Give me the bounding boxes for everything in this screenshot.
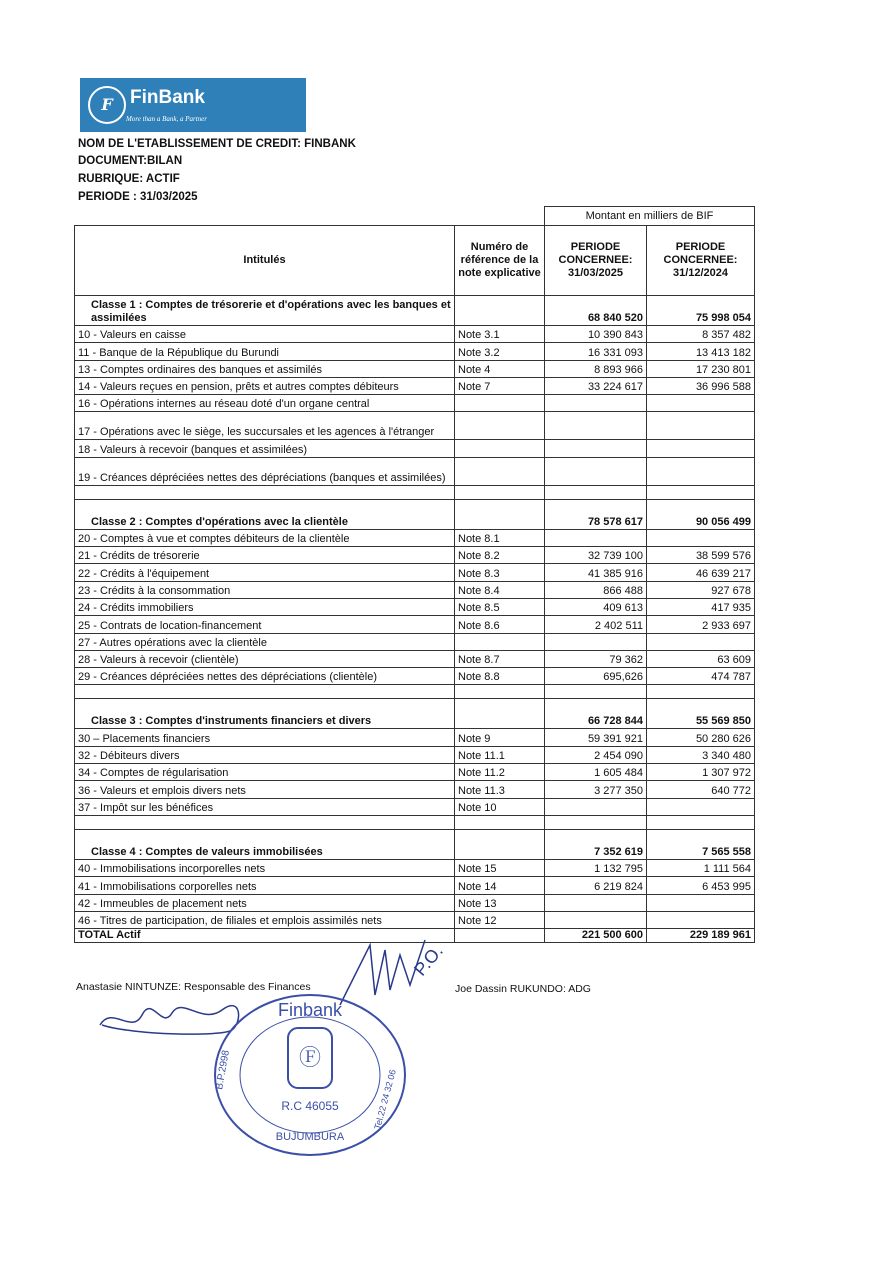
row-value-current	[545, 412, 647, 440]
row-value-previous: 13 413 182	[647, 343, 755, 360]
row-value-current: 3 277 350	[545, 781, 647, 798]
company-stamp	[210, 990, 410, 1160]
row-note: Note 15	[455, 859, 545, 876]
row-value-previous: 38 599 576	[647, 547, 755, 564]
row-label: 27 - Autres opérations avec la clientèle	[75, 633, 455, 650]
unit-spacer	[75, 207, 545, 226]
row-label: 11 - Banque de la République du Burundi	[75, 343, 455, 360]
row-value-previous: 1 307 972	[647, 764, 755, 781]
row-note	[455, 440, 545, 457]
stamp-name: Finbank	[277, 1000, 343, 1020]
row-note: Note 3.2	[455, 343, 545, 360]
row-value-current	[545, 815, 647, 829]
row-value-current	[545, 485, 647, 499]
row-value-current: 1 605 484	[545, 764, 647, 781]
row-note	[455, 395, 545, 412]
row-value-previous: 474 787	[647, 668, 755, 685]
row-label: TOTAL Actif	[75, 929, 455, 943]
spacer-row	[75, 485, 755, 499]
row-label: 28 - Valeurs à recevoir (clientèle)	[75, 650, 455, 667]
stamp-city: BUJUMBURA	[275, 1131, 345, 1143]
row-value-current	[545, 685, 647, 699]
row-value-current: 79 362	[545, 650, 647, 667]
row-value-current: 1 132 795	[545, 859, 647, 876]
row-note: Note 12	[455, 911, 545, 928]
row-note: Note 14	[455, 877, 545, 894]
logo-name: FinBank	[130, 87, 205, 108]
table-row	[75, 581, 755, 598]
row-note	[455, 929, 545, 943]
row-note: Note 8.2	[455, 547, 545, 564]
table-row	[75, 781, 755, 798]
class-row	[75, 499, 755, 529]
row-value-current: 66 728 844	[545, 699, 647, 729]
row-note	[455, 685, 545, 699]
row-note: Note 8.7	[455, 650, 545, 667]
row-label: 36 - Valeurs et emplois divers nets	[75, 781, 455, 798]
stamp-rc: R.C 46055	[281, 1099, 339, 1113]
row-note: Note 9	[455, 729, 545, 746]
row-label: 18 - Valeurs à recevoir (banques et assimilées)	[75, 440, 455, 457]
table-row	[75, 360, 755, 377]
table-row	[75, 529, 755, 546]
row-value-previous: 75 998 054	[647, 296, 755, 326]
signature-annotation: P.O.	[409, 940, 447, 980]
row-note	[455, 699, 545, 729]
row-note	[455, 499, 545, 529]
col-header-label: Intitulés	[75, 226, 455, 296]
row-label: 29 - Créances dépréciées nettes des dépréciations (clientèle)	[75, 668, 455, 685]
stamp-tel: Tel.22 24 32 06	[372, 1068, 398, 1131]
row-label: 19 - Créances dépréciées nettes des dépréciations (banques et assimilées)	[75, 457, 455, 485]
row-value-previous	[647, 395, 755, 412]
row-value-previous	[647, 529, 755, 546]
row-value-current	[545, 894, 647, 911]
row-value-current: 221 500 600	[545, 929, 647, 943]
row-value-previous	[647, 440, 755, 457]
table-row	[75, 650, 755, 667]
signatory-right: Joe Dassin RUKUNDO: ADG	[455, 983, 591, 995]
row-value-current: 41 385 916	[545, 564, 647, 581]
row-note: Note 4	[455, 360, 545, 377]
row-value-previous: 417 935	[647, 598, 755, 615]
logo-tagline: More than a Bank, a Partner	[126, 115, 208, 123]
row-value-current: 10 390 843	[545, 326, 647, 343]
row-value-previous: 55 569 850	[647, 699, 755, 729]
table-row	[75, 395, 755, 412]
institution-name: NOM DE L'ETABLISSEMENT DE CREDIT: FINBANK	[78, 138, 356, 150]
class-row	[75, 296, 755, 326]
logo-mark: F	[88, 86, 126, 124]
row-value-current: 16 331 093	[545, 343, 647, 360]
row-note	[455, 412, 545, 440]
row-value-previous	[647, 633, 755, 650]
row-label	[75, 685, 455, 699]
row-note: Note 13	[455, 894, 545, 911]
row-label: 32 - Débiteurs divers	[75, 746, 455, 763]
row-note: Note 8.1	[455, 529, 545, 546]
row-value-previous: 1 111 564	[647, 859, 755, 876]
table-row	[75, 412, 755, 440]
row-label: 17 - Opérations avec le siège, les succursales et les agences à l'étranger	[75, 412, 455, 440]
row-label: 16 - Opérations internes au réseau doté d'un organe central	[75, 395, 455, 412]
row-note	[455, 633, 545, 650]
row-note	[455, 457, 545, 485]
table-row	[75, 729, 755, 746]
row-value-previous	[647, 911, 755, 928]
row-note	[455, 485, 545, 499]
row-value-current: 866 488	[545, 581, 647, 598]
row-value-current: 78 578 617	[545, 499, 647, 529]
row-value-current: 7 352 619	[545, 829, 647, 859]
row-value-previous	[647, 894, 755, 911]
row-value-previous: 46 639 217	[647, 564, 755, 581]
row-label	[75, 485, 455, 499]
row-label: 34 - Comptes de régularisation	[75, 764, 455, 781]
document-type: DOCUMENT:BILAN	[78, 155, 183, 167]
period: PERIODE : 31/03/2025	[78, 191, 198, 203]
row-value-previous: 17 230 801	[647, 360, 755, 377]
row-value-previous	[647, 685, 755, 699]
stamp-mark: Ⓕ	[298, 1045, 322, 1070]
row-value-previous: 6 453 995	[647, 877, 755, 894]
table-row	[75, 547, 755, 564]
row-label: 23 - Crédits à la consommation	[75, 581, 455, 598]
row-value-current: 59 391 921	[545, 729, 647, 746]
row-note: Note 8.4	[455, 581, 545, 598]
row-label: 42 - Immeubles de placement nets	[75, 894, 455, 911]
row-value-current: 8 893 966	[545, 360, 647, 377]
row-note	[455, 296, 545, 326]
row-label: 30 – Placements financiers	[75, 729, 455, 746]
table-row	[75, 457, 755, 485]
row-label: 14 - Valeurs reçues en pension, prêts et autres comptes débiteurs	[75, 377, 455, 394]
table-row	[75, 764, 755, 781]
table-row	[75, 668, 755, 685]
table-row	[75, 877, 755, 894]
rubric: RUBRIQUE: ACTIF	[78, 173, 180, 185]
table-row	[75, 598, 755, 615]
row-label: 41 - Immobilisations corporelles nets	[75, 877, 455, 894]
row-label: 40 - Immobilisations incorporelles nets	[75, 859, 455, 876]
row-note: Note 11.3	[455, 781, 545, 798]
table-row	[75, 911, 755, 928]
table-row	[75, 859, 755, 876]
row-value-previous: 3 340 480	[647, 746, 755, 763]
row-value-previous	[647, 485, 755, 499]
table-row	[75, 564, 755, 581]
row-value-previous	[647, 457, 755, 485]
row-value-current: 409 613	[545, 598, 647, 615]
row-value-current: 695,626	[545, 668, 647, 685]
row-value-previous	[647, 412, 755, 440]
row-value-previous: 640 772	[647, 781, 755, 798]
row-note: Note 8.8	[455, 668, 545, 685]
row-label: 22 - Crédits à l'équipement	[75, 564, 455, 581]
class-row	[75, 829, 755, 859]
row-value-current: 6 219 824	[545, 877, 647, 894]
row-label: Classe 2 : Comptes d'opérations avec la clientèle	[75, 499, 455, 529]
row-value-previous: 927 678	[647, 581, 755, 598]
row-note: Note 8.3	[455, 564, 545, 581]
row-value-previous: 7 565 558	[647, 829, 755, 859]
row-value-previous: 90 056 499	[647, 499, 755, 529]
spacer-row	[75, 815, 755, 829]
row-label: Classe 1 : Comptes de trésorerie et d'opérations avec les banques et assimilées	[75, 296, 455, 326]
class-row	[75, 699, 755, 729]
row-value-previous: 8 357 482	[647, 326, 755, 343]
row-value-current: 2 454 090	[545, 746, 647, 763]
row-label: 20 - Comptes à vue et comptes débiteurs de la clientèle	[75, 529, 455, 546]
row-value-current	[545, 395, 647, 412]
col-header-period-1: PERIODE CONCERNEE: 31/03/2025	[545, 226, 647, 296]
row-note	[455, 815, 545, 829]
row-value-current: 32 739 100	[545, 547, 647, 564]
table-row	[75, 633, 755, 650]
row-value-previous: 2 933 697	[647, 616, 755, 633]
table-row	[75, 798, 755, 815]
row-note: Note 8.6	[455, 616, 545, 633]
row-note: Note 8.5	[455, 598, 545, 615]
balance-sheet-table	[74, 206, 755, 943]
row-value-current	[545, 440, 647, 457]
row-label: Classe 4 : Comptes de valeurs immobilisées	[75, 829, 455, 859]
row-note: Note 10	[455, 798, 545, 815]
row-value-current: 2 402 511	[545, 616, 647, 633]
row-value-current	[545, 633, 647, 650]
table-row	[75, 326, 755, 343]
row-label: 24 - Crédits immobiliers	[75, 598, 455, 615]
spacer-row	[75, 685, 755, 699]
row-note: Note 11.1	[455, 746, 545, 763]
stamp-bp: B.P.2998	[214, 1049, 232, 1091]
row-note: Note 3.1	[455, 326, 545, 343]
row-label: 37 - Impôt sur les bénéfices	[75, 798, 455, 815]
row-value-previous: 50 280 626	[647, 729, 755, 746]
row-value-current	[545, 529, 647, 546]
row-value-previous	[647, 798, 755, 815]
col-header-note: Numéro de référence de la note explicative	[455, 226, 545, 296]
row-value-current	[545, 798, 647, 815]
row-label: 25 - Contrats de location-financement	[75, 616, 455, 633]
row-value-previous	[647, 815, 755, 829]
row-value-current	[545, 457, 647, 485]
finbank-logo	[80, 78, 306, 132]
row-label: 46 - Titres de participation, de filiales et emplois assimilés nets	[75, 911, 455, 928]
signatory-left: Anastasie NINTUNZE: Responsable des Finances	[76, 981, 311, 993]
table-row	[75, 616, 755, 633]
row-note: Note 7	[455, 377, 545, 394]
row-label: 10 - Valeurs en caisse	[75, 326, 455, 343]
row-value-previous: 36 996 588	[647, 377, 755, 394]
table-row	[75, 343, 755, 360]
row-value-current: 68 840 520	[545, 296, 647, 326]
row-label: Classe 3 : Comptes d'instruments financiers et divers	[75, 699, 455, 729]
table-row	[75, 746, 755, 763]
row-label: 13 - Comptes ordinaires des banques et assimilés	[75, 360, 455, 377]
table-row	[75, 894, 755, 911]
table-row	[75, 440, 755, 457]
row-label	[75, 815, 455, 829]
row-value-current: 33 224 617	[545, 377, 647, 394]
row-label: 21 - Crédits de trésorerie	[75, 547, 455, 564]
row-value-previous: 63 609	[647, 650, 755, 667]
col-header-period-2: PERIODE CONCERNEE: 31/12/2024	[647, 226, 755, 296]
row-note: Note 11.2	[455, 764, 545, 781]
unit-caption: Montant en milliers de BIF	[545, 207, 755, 226]
row-value-previous: 229 189 961	[647, 929, 755, 943]
row-note	[455, 829, 545, 859]
row-value-current	[545, 911, 647, 928]
table-row	[75, 377, 755, 394]
